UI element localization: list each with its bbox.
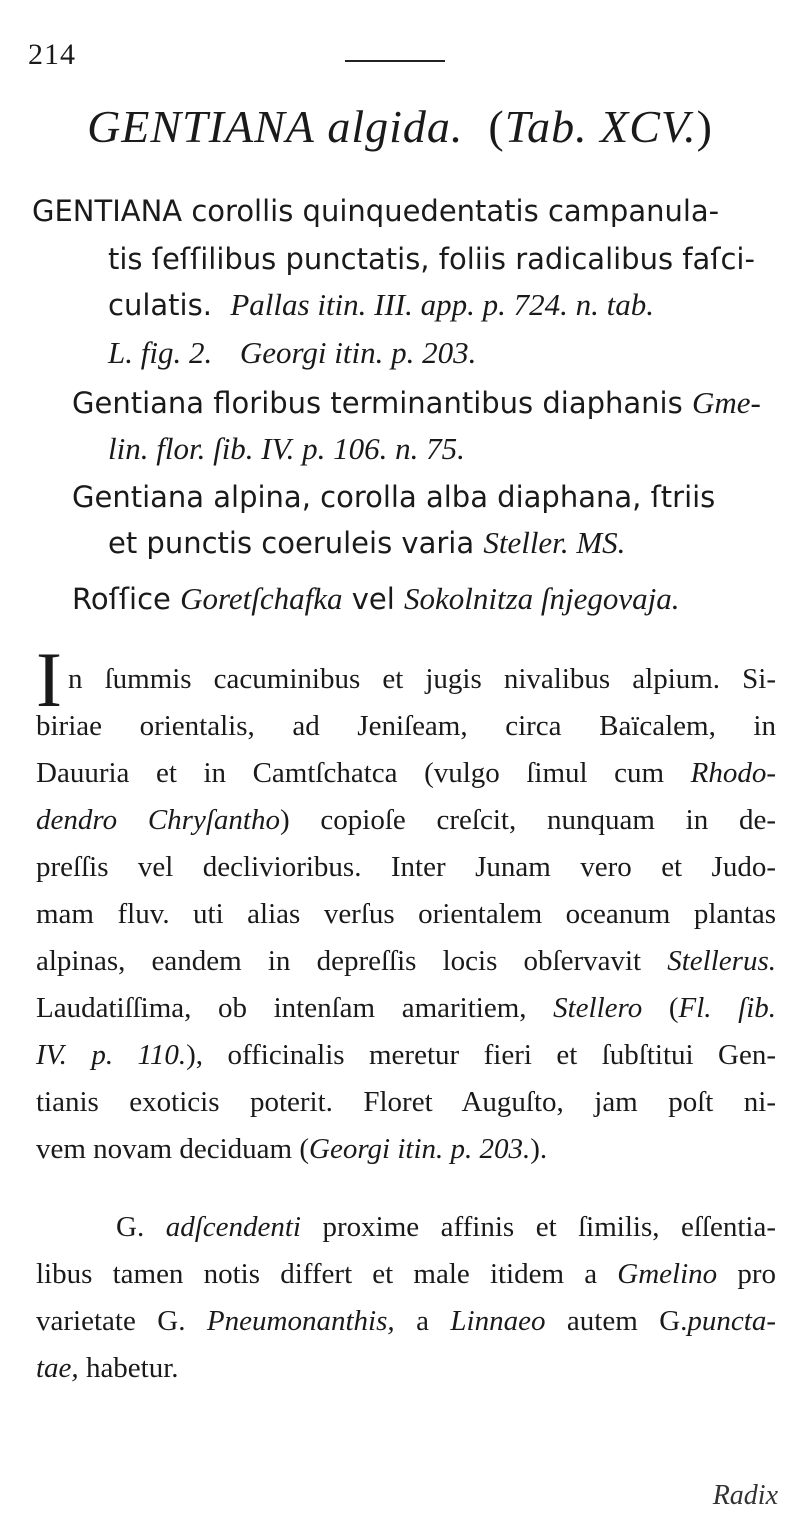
page-title	[0, 100, 800, 153]
synonym-citation: L. fig. 2.	[108, 335, 213, 370]
italic-span: Linnaeo	[450, 1305, 546, 1337]
title-tab-label: Tab.	[504, 101, 588, 152]
body-paragraph-affinity	[36, 1204, 776, 1392]
body-paragraph-habitat	[36, 636, 777, 1173]
synonym-text: Roſſice	[72, 582, 171, 616]
text-span: varietate G.	[36, 1305, 186, 1337]
synonym-text: et punctis coeruleis varia	[108, 526, 475, 560]
synonym-text: culatis.	[108, 288, 212, 322]
text-span: ), officinalis meretur fieri et ſubſtitui Gen-	[186, 1039, 777, 1071]
italic-span: Georgi itin. p. 203.	[309, 1133, 531, 1165]
text-line	[36, 1298, 776, 1345]
title-tab-open: (	[488, 101, 505, 152]
italic-span: IV. p. 110.	[36, 1039, 187, 1071]
text-span: G.	[116, 1211, 145, 1243]
synonym-line	[0, 330, 800, 376]
italic-span: Fl. ſib.	[678, 992, 777, 1024]
text-line: n ſummis cacuminibus et jugis nivalibus alpium. Si-	[67, 663, 776, 695]
italic-span: Stellero	[553, 992, 643, 1024]
title-tab-close: )	[696, 101, 713, 152]
page-number: 214	[28, 38, 76, 71]
synonym-text: vel	[351, 582, 395, 616]
synonym-citation: Georgi itin. p. 203.	[239, 335, 477, 370]
text-span: alpinas, eandem in depreſſis locis obſervavit	[36, 945, 642, 977]
title-genus: GENTIANA	[87, 101, 315, 152]
text-span: ).	[530, 1133, 548, 1165]
text-line: mam fluv. uti alias verſus orientalem oceanum plantas	[36, 898, 776, 930]
synonym-line	[0, 576, 800, 622]
synonym-line	[0, 282, 800, 328]
text-line: preſſis vel declivioribus. Inter Junam vero et Judo-	[36, 851, 776, 883]
synonym-text: GENTIANA corollis quinquedentatis campanula-	[32, 194, 720, 228]
synonym-text: Gentiana alpina, corolla alba diaphana, ſtriis	[72, 480, 716, 514]
text-span: pro	[737, 1258, 777, 1290]
synonym-line	[0, 188, 800, 234]
italic-span: Pneumonanthis,	[206, 1305, 395, 1337]
synonym-line	[0, 236, 800, 282]
italic-span: adſcendenti	[165, 1211, 301, 1243]
synonym-line	[0, 474, 800, 520]
vernacular-name: Goretſchafka	[180, 581, 343, 616]
text-line	[36, 1345, 776, 1392]
text-line	[36, 985, 776, 1032]
text-line	[36, 797, 776, 844]
title-tab	[505, 101, 697, 152]
header-rule	[345, 60, 445, 62]
drop-cap: I	[36, 636, 62, 723]
catchword: Radix	[712, 1480, 778, 1511]
text-line: tianis exoticis poterit. Floret Auguſto, jam poſt ni-	[36, 1086, 776, 1118]
text-line	[36, 938, 776, 985]
synonym-text: tis ſeſſilibus punctatis, foliis radicalibus faſci-	[108, 242, 755, 276]
italic-span: Rhodo-	[690, 757, 776, 789]
text-line	[36, 1251, 776, 1298]
text-span: autem G.	[566, 1305, 688, 1337]
vernacular-name: Sokolnitza ſnjegovaja.	[404, 581, 680, 616]
title-tab-number: XCV.	[600, 101, 697, 152]
title-species: algida.	[327, 101, 464, 152]
text-span: Laudatiſſima, ob intenſam amaritiem,	[36, 992, 527, 1024]
synonym-line	[0, 426, 800, 472]
italic-span: Stellerus.	[667, 945, 776, 977]
italic-span: Gmelino	[617, 1258, 718, 1290]
synonym-citation: Steller. MS.	[483, 525, 626, 560]
text-span: vem novam deciduam (	[36, 1133, 309, 1165]
synonym-citation: lin. flor. ſib. IV. p. 106. n. 75.	[108, 431, 465, 466]
italic-span: dendro Chryſantho	[36, 804, 280, 836]
synonym-line	[0, 380, 800, 426]
text-line	[36, 1126, 776, 1173]
synonym-citation: Gme-	[691, 385, 761, 420]
text-span: libus tamen notis differt et male itidem a	[36, 1258, 598, 1290]
text-line	[36, 750, 776, 797]
italic-span: puncta-	[687, 1305, 777, 1337]
text-line	[36, 1032, 776, 1079]
synonym-text: Gentiana floribus terminantibus diaphanis	[72, 386, 683, 420]
text-span: (	[668, 992, 679, 1024]
synonym-line	[0, 520, 800, 566]
italic-span: tae,	[36, 1352, 79, 1384]
text-span: ) copioſe creſcit, nunquam in de-	[279, 804, 776, 836]
text-span: proxime affinis et ſimilis, eſſentia-	[322, 1211, 777, 1243]
synonym-citation: Pallas itin. III. app. p. 724. n. tab.	[230, 287, 655, 322]
text-line: biriae orientalis, ad Jeniſeam, circa Baïcalem, in	[36, 710, 776, 742]
text-span: Dauuria et in Camtſchatca (vulgo ſimul cum	[36, 757, 665, 789]
text-span: a	[416, 1305, 429, 1337]
text-span: habetur.	[85, 1352, 179, 1384]
text-line	[36, 1204, 776, 1251]
